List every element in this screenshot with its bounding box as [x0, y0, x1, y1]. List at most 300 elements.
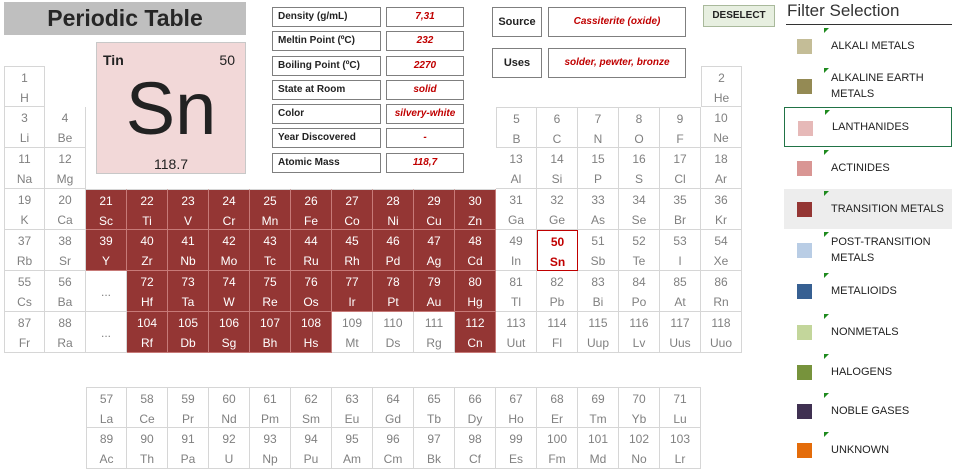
- source-value[interactable]: Cassiterite (oxide): [548, 7, 686, 37]
- element-cell-xe[interactable]: [701, 230, 742, 271]
- element-symbol: Uus: [669, 336, 691, 350]
- element-cell-ca[interactable]: [45, 189, 86, 230]
- element-cell-uut[interactable]: [496, 312, 537, 353]
- element-number: 46: [386, 234, 400, 248]
- element-number: 105: [177, 316, 199, 330]
- element-cell-ge[interactable]: [537, 189, 578, 230]
- state-label: State at Room: [272, 80, 381, 100]
- melting-point-label: Meltin Point (ºC): [272, 31, 381, 51]
- element-number: 24: [222, 194, 236, 208]
- element-cell-po[interactable]: [619, 271, 660, 312]
- element-cell-ir[interactable]: [332, 271, 373, 312]
- element-cell-er[interactable]: [537, 387, 578, 428]
- element-symbol: Cr: [222, 214, 236, 228]
- element-symbol: Po: [631, 295, 647, 309]
- element-cell-bk[interactable]: [414, 428, 455, 469]
- element-symbol: Sg: [221, 336, 237, 350]
- element-symbol: Ga: [507, 213, 524, 227]
- element-cell-uuo[interactable]: [701, 312, 742, 353]
- element-cell-ho[interactable]: [496, 387, 537, 428]
- filter-item-label: HALOGENS: [831, 366, 893, 378]
- element-number: 96: [386, 432, 400, 446]
- element-symbol: Cs: [17, 295, 32, 309]
- element-number: 98: [468, 432, 482, 446]
- element-number: 101: [587, 432, 609, 446]
- element-cell-fe[interactable]: [291, 189, 332, 230]
- selected-element-card: [96, 42, 246, 174]
- element-number: 36: [714, 193, 728, 207]
- element-cell-md[interactable]: [578, 428, 619, 469]
- element-symbol: Os: [303, 295, 319, 309]
- element-number: 61: [263, 392, 277, 406]
- element-symbol: Db: [180, 336, 196, 350]
- element-cell-n[interactable]: [578, 107, 619, 148]
- element-cell-at[interactable]: [660, 271, 701, 312]
- element-cell-se[interactable]: [619, 189, 660, 230]
- element-symbol: Pr: [182, 412, 194, 426]
- element-cell-pa[interactable]: [168, 428, 209, 469]
- element-cell-am[interactable]: [332, 428, 373, 469]
- element-cell-np[interactable]: [250, 428, 291, 469]
- filter-item-nonmetals[interactable]: [784, 312, 952, 352]
- element-symbol: Er: [551, 412, 563, 426]
- element-cell-hg[interactable]: [455, 271, 496, 312]
- cell-marker-icon: [825, 110, 830, 115]
- element-cell-lu[interactable]: [660, 387, 701, 428]
- element-symbol: Hg: [467, 295, 483, 309]
- element-cell-ru[interactable]: [291, 230, 332, 271]
- element-cell-rg[interactable]: [414, 312, 455, 353]
- filter-item-label: NONMETALS: [831, 326, 899, 338]
- element-symbol: Uut: [506, 336, 526, 350]
- element-number: 40: [140, 234, 154, 248]
- element-symbol: Al: [510, 172, 522, 186]
- element-cell-h[interactable]: [4, 66, 45, 107]
- element-cell-cu[interactable]: [414, 189, 455, 230]
- cell-marker-icon: [824, 354, 829, 359]
- uses-value[interactable]: solder, pewter, bronze: [548, 48, 686, 78]
- element-cell-nb[interactable]: [168, 230, 209, 271]
- element-cell-uup[interactable]: [578, 312, 619, 353]
- element-cell-pr[interactable]: [168, 387, 209, 428]
- element-symbol: Mo: [220, 254, 238, 268]
- element-cell-br[interactable]: [660, 189, 701, 230]
- element-symbol: He: [713, 91, 730, 105]
- element-symbol: W: [223, 295, 235, 309]
- color-swatch: [797, 39, 812, 54]
- element-cell-pd[interactable]: [373, 230, 414, 271]
- element-cell-rn[interactable]: [701, 271, 742, 312]
- element-number: 16: [632, 152, 646, 166]
- element-number: 8: [635, 112, 643, 126]
- element-cell-in[interactable]: [496, 230, 537, 271]
- element-cell-mo[interactable]: [209, 230, 250, 271]
- element-cell-rh[interactable]: [332, 230, 373, 271]
- element-cell-ni[interactable]: [373, 189, 414, 230]
- element-cell-re[interactable]: [250, 271, 291, 312]
- element-cell-ag[interactable]: [414, 230, 455, 271]
- element-symbol: F: [676, 132, 684, 146]
- element-number: 112: [465, 316, 485, 330]
- filter-item-label: TRANSITION METALS: [831, 203, 944, 215]
- element-cell-ta[interactable]: [168, 271, 209, 312]
- element-symbol: P: [593, 172, 602, 186]
- element-cell-nd[interactable]: [209, 387, 250, 428]
- element-number: 60: [222, 392, 236, 406]
- element-cell-mt[interactable]: [332, 312, 373, 353]
- element-number: 67: [509, 392, 523, 406]
- element-cell-ne[interactable]: [701, 107, 742, 148]
- filter-item-alkali-metals[interactable]: [784, 26, 952, 66]
- element-number: 54: [714, 234, 728, 248]
- melting-point-value[interactable]: 232: [386, 31, 464, 51]
- element-cell-te[interactable]: [619, 230, 660, 271]
- element-symbol: Dy: [467, 412, 483, 426]
- element-number: 25: [263, 194, 277, 208]
- element-number: ...: [100, 326, 111, 340]
- element-symbol: Th: [139, 452, 154, 466]
- element-symbol: Ho: [508, 412, 524, 426]
- year-discovered-value[interactable]: -: [386, 128, 464, 148]
- element-number: 10: [714, 111, 728, 125]
- boiling-point-value[interactable]: 2270: [386, 56, 464, 76]
- color-swatch: [797, 325, 812, 340]
- element-cell-pb[interactable]: [537, 271, 578, 312]
- element-cell-db[interactable]: [168, 312, 209, 353]
- color-swatch: [797, 404, 812, 419]
- element-symbol: Mg: [56, 172, 74, 186]
- element-symbol: Ca: [57, 213, 73, 227]
- element-cell-cs[interactable]: [4, 271, 45, 312]
- element-symbol: Sr: [59, 254, 71, 268]
- element-cell-pu[interactable]: [291, 428, 332, 469]
- element-symbol: Xe: [713, 254, 729, 268]
- element-cell-ga[interactable]: [496, 189, 537, 230]
- element-cell-tc[interactable]: [250, 230, 291, 271]
- element-symbol: Pd: [385, 254, 401, 268]
- element-number: 32: [550, 193, 564, 207]
- year-discovered-label: Year Discovered: [272, 128, 381, 148]
- element-symbol: Am: [343, 452, 361, 466]
- element-symbol: Fl: [552, 336, 562, 350]
- element-cell-hf[interactable]: [127, 271, 168, 312]
- filter-item-label: ALKALI METALS: [831, 40, 915, 52]
- element-symbol: Pm: [261, 412, 279, 426]
- element-cell-i[interactable]: [660, 230, 701, 271]
- element-symbol: Ni: [387, 214, 399, 228]
- element-cell-ar[interactable]: [701, 148, 742, 189]
- element-symbol: Ta: [181, 295, 195, 309]
- element-symbol: Bk: [426, 452, 441, 466]
- element-symbol: S: [634, 172, 643, 186]
- element-number: 14: [550, 152, 564, 166]
- element-cell-lr[interactable]: [660, 428, 701, 469]
- element-symbol: Hs: [303, 336, 319, 350]
- element-cell-hs[interactable]: [291, 312, 332, 353]
- element-number: 23: [181, 194, 195, 208]
- uses-label: Uses: [492, 48, 542, 78]
- element-number: 74: [222, 275, 236, 289]
- element-symbol: Li: [19, 131, 30, 145]
- element-symbol: Ds: [385, 336, 401, 350]
- element-cell-ds[interactable]: [373, 312, 414, 353]
- element-gap-cell: [86, 312, 127, 353]
- element-cell-zr[interactable]: [127, 230, 168, 271]
- element-symbol: Pt: [387, 295, 399, 309]
- element-cell-ba[interactable]: [45, 271, 86, 312]
- element-cell-gd[interactable]: [373, 387, 414, 428]
- element-number: 103: [669, 432, 691, 446]
- element-symbol: Tm: [589, 412, 607, 426]
- element-cell-v[interactable]: [168, 189, 209, 230]
- element-cell-c[interactable]: [537, 107, 578, 148]
- element-number: 77: [345, 275, 359, 289]
- element-symbol: Tl: [511, 295, 521, 309]
- element-cell-u[interactable]: [209, 428, 250, 469]
- element-number: 20: [58, 193, 72, 207]
- element-cell-cl[interactable]: [660, 148, 701, 189]
- state-value[interactable]: solid: [386, 80, 464, 100]
- element-number: 92: [222, 432, 236, 446]
- cell-marker-icon: [824, 393, 829, 398]
- element-cell-sn[interactable]: [537, 230, 578, 271]
- element-symbol: Rg: [426, 336, 442, 350]
- element-cell-sg[interactable]: [209, 312, 250, 353]
- element-number: 110: [383, 316, 403, 330]
- atomic-mass-label: Atomic Mass: [272, 153, 381, 173]
- boiling-point-label: Boiling Point (ºC): [272, 56, 381, 76]
- color-value[interactable]: silvery-white: [386, 104, 464, 124]
- element-symbol: Ra: [57, 336, 73, 350]
- element-cell-fm[interactable]: [537, 428, 578, 469]
- element-symbol: Mn: [261, 214, 279, 228]
- element-cell-au[interactable]: [414, 271, 455, 312]
- cell-marker-icon: [824, 432, 829, 437]
- element-cell-kr[interactable]: [701, 189, 742, 230]
- element-number: 117: [670, 316, 690, 330]
- element-number: 68: [550, 392, 564, 406]
- element-symbol: Bh: [262, 336, 278, 350]
- element-number: 93: [263, 432, 277, 446]
- element-cell-rb[interactable]: [4, 230, 45, 271]
- element-number: 104: [136, 316, 158, 330]
- filter-item-halogens[interactable]: [784, 352, 952, 392]
- filter-title: Filter Selection: [787, 1, 900, 20]
- element-number: 73: [181, 275, 195, 289]
- element-cell-tl[interactable]: [496, 271, 537, 312]
- filter-item-actinides[interactable]: [784, 148, 952, 188]
- element-number: 6: [553, 112, 561, 126]
- element-number: 58: [140, 392, 154, 406]
- element-number: 7: [594, 112, 602, 126]
- element-symbol: Ar: [715, 172, 727, 186]
- element-cell-mg[interactable]: [45, 148, 86, 189]
- filter-item-metalioids[interactable]: [784, 271, 952, 311]
- element-symbol: Uuo: [709, 336, 732, 350]
- element-number: 19: [17, 193, 32, 207]
- element-symbol: Zn: [467, 214, 482, 228]
- element-symbol: Fm: [548, 452, 566, 466]
- element-number: 91: [181, 432, 195, 446]
- element-number: 22: [140, 194, 154, 208]
- cell-marker-icon: [824, 68, 829, 73]
- element-number: 111: [424, 316, 444, 330]
- element-number: 107: [259, 316, 281, 330]
- element-cell-k[interactable]: [4, 189, 45, 230]
- element-symbol: Tb: [426, 412, 441, 426]
- element-number: 56: [58, 275, 72, 289]
- element-number: 3: [21, 111, 28, 125]
- element-cell-cd[interactable]: [455, 230, 496, 271]
- element-mass: 118.7: [154, 156, 188, 172]
- element-symbol: Pa: [180, 452, 196, 466]
- element-cell-f[interactable]: [660, 107, 701, 148]
- element-cell-w[interactable]: [209, 271, 250, 312]
- filter-item-label: NOBLE GASES: [831, 405, 910, 417]
- element-cell-s[interactable]: [619, 148, 660, 189]
- element-symbol: Hf: [141, 295, 153, 309]
- element-cell-tm[interactable]: [578, 387, 619, 428]
- page-title: Periodic Table: [4, 2, 246, 35]
- filter-item-alkaline-earth-metals[interactable]: [784, 66, 952, 106]
- element-cell-la[interactable]: [86, 387, 127, 428]
- element-cell-as[interactable]: [578, 189, 619, 230]
- element-symbol: Np: [262, 452, 278, 466]
- element-cell-sc[interactable]: [86, 189, 127, 230]
- filter-item-lanthanides[interactable]: [784, 107, 952, 147]
- element-cell-o[interactable]: [619, 107, 660, 148]
- element-symbol: Br: [674, 213, 686, 227]
- filter-item-post-transition-metals[interactable]: [784, 230, 952, 270]
- element-cell-lv[interactable]: [619, 312, 660, 353]
- element-cell-sb[interactable]: [578, 230, 619, 271]
- element-cell-bi[interactable]: [578, 271, 619, 312]
- element-cell-es[interactable]: [496, 428, 537, 469]
- element-number: 15: [591, 152, 605, 166]
- element-cell-mn[interactable]: [250, 189, 291, 230]
- element-number: 85: [673, 275, 687, 289]
- element-symbol: La: [99, 412, 114, 426]
- element-number: 43: [263, 234, 277, 248]
- element-symbol: At: [674, 295, 686, 309]
- element-cell-rf[interactable]: [127, 312, 168, 353]
- element-cell-co[interactable]: [332, 189, 373, 230]
- element-symbol: Cl: [674, 172, 686, 186]
- element-cell-zn[interactable]: [455, 189, 496, 230]
- color-swatch: [797, 202, 812, 217]
- element-number: 72: [140, 275, 154, 289]
- cell-marker-icon: [824, 314, 829, 319]
- element-cell-cn[interactable]: [455, 312, 496, 353]
- element-symbol: Zr: [141, 254, 153, 268]
- element-symbol: Cf: [469, 452, 481, 466]
- element-symbol: Se: [631, 213, 647, 227]
- element-cell-si[interactable]: [537, 148, 578, 189]
- element-number: 30: [468, 194, 482, 208]
- element-cell-cm[interactable]: [373, 428, 414, 469]
- element-symbol: Pu: [303, 452, 319, 466]
- element-cell-no[interactable]: [619, 428, 660, 469]
- element-number: 116: [629, 316, 649, 330]
- element-cell-b[interactable]: [496, 107, 537, 148]
- element-cell-li[interactable]: [4, 107, 45, 148]
- cell-marker-icon: [824, 273, 829, 278]
- color-swatch: [797, 161, 812, 176]
- element-number: 63: [345, 392, 359, 406]
- element-cell-sm[interactable]: [291, 387, 332, 428]
- element-number: 49: [509, 234, 523, 248]
- element-cell-tb[interactable]: [414, 387, 455, 428]
- element-symbol: Y: [101, 254, 110, 268]
- filter-item-label: POST-TRANSITION METALS: [831, 236, 931, 264]
- filter-item-unknown[interactable]: [784, 430, 952, 470]
- element-cell-pt[interactable]: [373, 271, 414, 312]
- element-symbol: Na: [16, 172, 33, 186]
- filter-item-transition-metals[interactable]: [784, 189, 952, 229]
- element-symbol: Cd: [467, 254, 483, 268]
- element-cell-ac[interactable]: [86, 428, 127, 469]
- deselect-button[interactable]: DESELECT: [703, 5, 775, 27]
- element-cell-yb[interactable]: [619, 387, 660, 428]
- element-cell-ra[interactable]: [45, 312, 86, 353]
- element-number: 97: [427, 432, 441, 446]
- element-cell-fl[interactable]: [537, 312, 578, 353]
- element-symbol: No: [631, 452, 647, 466]
- element-cell-al[interactable]: [496, 148, 537, 189]
- element-cell-sr[interactable]: [45, 230, 86, 271]
- element-symbol: Nb: [180, 254, 196, 268]
- element-symbol: Fr: [18, 336, 31, 350]
- element-symbol: N: [593, 132, 603, 146]
- element-cell-cr[interactable]: [209, 189, 250, 230]
- element-cell-na[interactable]: [4, 148, 45, 189]
- element-symbol: Lv: [632, 336, 646, 350]
- color-swatch: [797, 243, 812, 258]
- element-number: 31: [509, 193, 523, 207]
- element-cell-uus[interactable]: [660, 312, 701, 353]
- element-cell-ti[interactable]: [127, 189, 168, 230]
- element-cell-he[interactable]: [701, 66, 742, 107]
- filter-item-label: UNKNOWN: [831, 444, 890, 456]
- element-number: 9: [676, 112, 684, 126]
- element-cell-be[interactable]: [45, 107, 86, 148]
- element-cell-pm[interactable]: [250, 387, 291, 428]
- element-symbol: Ti: [142, 214, 152, 228]
- element-symbol: Ce: [139, 412, 155, 426]
- element-cell-fr[interactable]: [4, 312, 45, 353]
- element-cell-th[interactable]: [127, 428, 168, 469]
- atomic-mass-value[interactable]: 118,7: [386, 153, 464, 173]
- element-cell-ce[interactable]: [127, 387, 168, 428]
- filter-item-noble-gases[interactable]: [784, 391, 952, 431]
- element-cell-dy[interactable]: [455, 387, 496, 428]
- cell-marker-icon: [824, 28, 829, 33]
- element-cell-os[interactable]: [291, 271, 332, 312]
- element-number: 80: [468, 275, 482, 289]
- density-value[interactable]: 7,31: [386, 7, 464, 27]
- element-cell-eu[interactable]: [332, 387, 373, 428]
- element-symbol: Cn: [467, 336, 483, 350]
- element-number: 62: [304, 392, 318, 406]
- color-swatch: [798, 121, 813, 136]
- element-cell-cf[interactable]: [455, 428, 496, 469]
- element-cell-y[interactable]: [86, 230, 127, 271]
- element-cell-bh[interactable]: [250, 312, 291, 353]
- element-cell-p[interactable]: [578, 148, 619, 189]
- element-number: 95: [345, 432, 359, 446]
- element-number: 1: [21, 71, 28, 85]
- element-number: 33: [591, 193, 605, 207]
